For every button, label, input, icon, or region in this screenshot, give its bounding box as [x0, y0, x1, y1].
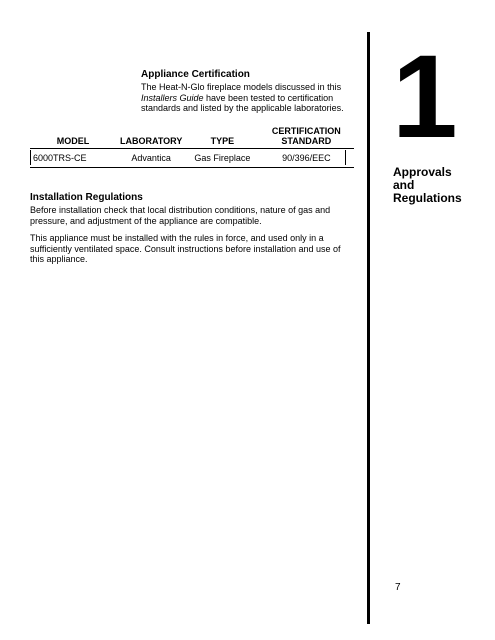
header-certification-standard — [258, 123, 354, 149]
paragraph-line: sufficiently ventilated space. Consult instructions before installation and use of — [30, 243, 341, 254]
paragraph-line: pressure, and adjustment of the appliance are compatible. — [30, 215, 262, 226]
appliance-certification-text — [141, 82, 356, 114]
paragraph-line: This appliance must be installed with the rules in force, and used only in a — [30, 233, 324, 243]
header-standard-line1: CERTIFICATION — [271, 126, 341, 136]
chapter-number: 1 — [392, 31, 454, 163]
cell-type: Gas Fireplace — [186, 149, 258, 168]
installation-regulations-heading: Installation Regulations — [30, 192, 143, 203]
header-laboratory: LABORATORY — [116, 123, 186, 149]
cert-text-line: standards and listed by the applicable laboratories. — [141, 103, 344, 113]
section-title-line: Regulations — [393, 191, 462, 205]
cell-standard: 90/396/EEC — [258, 149, 354, 168]
header-standard-line2: STANDARD — [281, 136, 332, 146]
sidebar-divider — [367, 32, 370, 624]
paragraph-line: this appliance. — [30, 254, 88, 264]
appliance-certification-heading: Appliance Certification — [141, 69, 250, 80]
header-type: TYPE — [186, 123, 258, 149]
installation-paragraph-1 — [30, 205, 350, 226]
cell-model: 6000TRS-CE — [30, 149, 116, 168]
section-title-line: and — [393, 178, 415, 192]
page-number: 7 — [395, 582, 401, 593]
installers-guide-title: Installers Guide — [141, 92, 204, 103]
installation-paragraph-2 — [30, 233, 350, 265]
table-row — [30, 149, 354, 168]
header-model: MODEL — [30, 123, 116, 149]
section-title — [393, 166, 462, 205]
paragraph-line: Before installation check that local distribution conditions, nature of gas and — [30, 205, 331, 215]
cell-laboratory: Advantica — [116, 149, 186, 168]
cert-text-line — [141, 93, 356, 104]
section-title-line: Approvals — [393, 165, 452, 179]
cert-text-line: The Heat-N-Glo fireplace models discussed in this — [141, 82, 342, 92]
certification-table — [30, 123, 354, 168]
cert-text-fragment: have been tested to certification — [203, 92, 334, 103]
table-header-row — [30, 123, 354, 149]
